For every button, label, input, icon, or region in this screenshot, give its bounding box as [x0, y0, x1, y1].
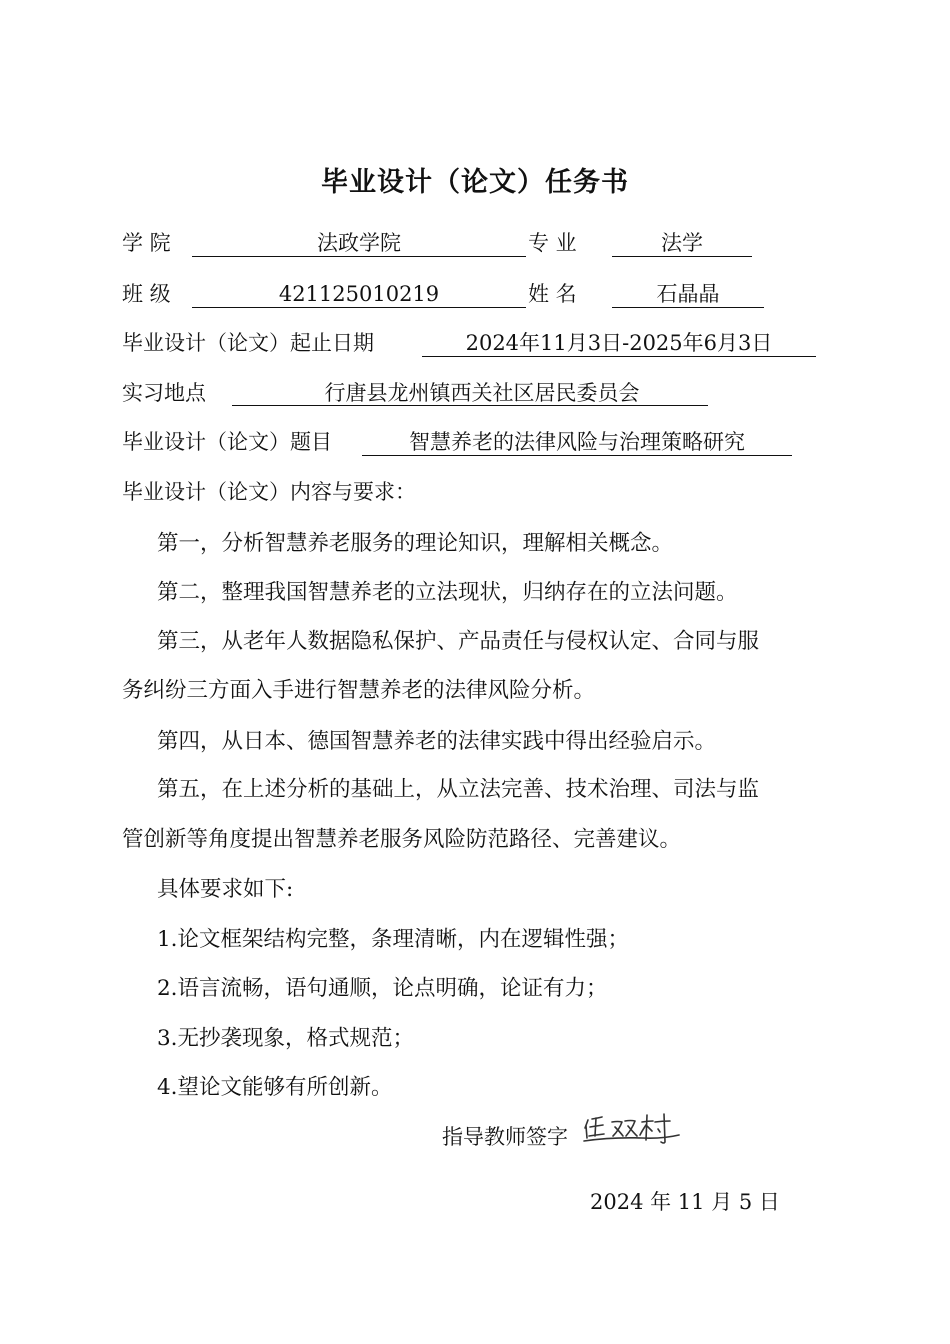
name-label: 姓 名	[528, 282, 577, 306]
requirement-3: 3.无抄袭现象，格式规范；	[157, 1026, 415, 1051]
major-value: 法学	[612, 230, 752, 257]
requirement-2: 2.语言流畅，语句通顺，论点明确，论证有力；	[157, 976, 608, 1001]
class-value: 421125010219	[192, 281, 526, 308]
class-name-row	[122, 281, 842, 307]
handwritten-signature	[582, 1110, 682, 1150]
content-label: 毕业设计（论文）内容与要求：	[122, 480, 416, 504]
signature-date: 2024 年 11 月 5 日	[590, 1190, 780, 1214]
location-value: 行唐县龙州镇西关社区居民委员会	[232, 380, 708, 406]
dates-label: 毕业设计（论文）起止日期	[122, 331, 374, 355]
content-p3-line2: 务纠纷三方面入手进行智慧养老的法律风险分析。	[122, 678, 596, 703]
content-heading-row	[122, 479, 842, 505]
name-value: 石晶晶	[612, 281, 764, 308]
location-row	[122, 380, 842, 406]
advisor-signature-label: 指导教师签字	[442, 1125, 568, 1149]
topic-row	[122, 429, 842, 455]
requirement-1: 1.论文框架结构完整，条理清晰，内在逻辑性强；	[157, 927, 630, 952]
class-label: 班 级	[122, 282, 171, 306]
college-major-row	[122, 230, 842, 256]
dates-row	[122, 330, 842, 356]
content-p4: 第四，从日本、德国智慧养老的法律实践中得出经验启示。	[157, 729, 717, 754]
content-p2: 第二，整理我国智慧养老的立法现状，归纳存在的立法问题。	[157, 580, 738, 605]
content-p1: 第一，分析智慧养老服务的理论知识，理解相关概念。	[157, 531, 674, 556]
college-label: 学 院	[122, 231, 171, 255]
content-p3-line1: 第三，从老年人数据隐私保护、产品责任与侵权认定、合同与服	[157, 629, 760, 654]
major-label: 专 业	[528, 231, 577, 255]
dates-value: 2024年11月3日-2025年6月3日	[422, 330, 816, 357]
requirement-4: 4.望论文能够有所创新。	[157, 1075, 393, 1100]
requirements-heading: 具体要求如下:	[157, 877, 294, 902]
college-value: 法政学院	[192, 230, 526, 257]
document-title: 毕业设计（论文）任务书	[321, 167, 629, 198]
content-p5-line2: 管创新等角度提出智慧养老服务风险防范路径、完善建议。	[122, 827, 682, 852]
topic-label: 毕业设计（论文）题目	[122, 430, 332, 454]
location-label: 实习地点	[122, 381, 206, 405]
topic-value: 智慧养老的法律风险与治理策略研究	[362, 429, 792, 456]
content-p5-line1: 第五，在上述分析的基础上，从立法完善、技术治理、司法与监	[157, 777, 760, 802]
